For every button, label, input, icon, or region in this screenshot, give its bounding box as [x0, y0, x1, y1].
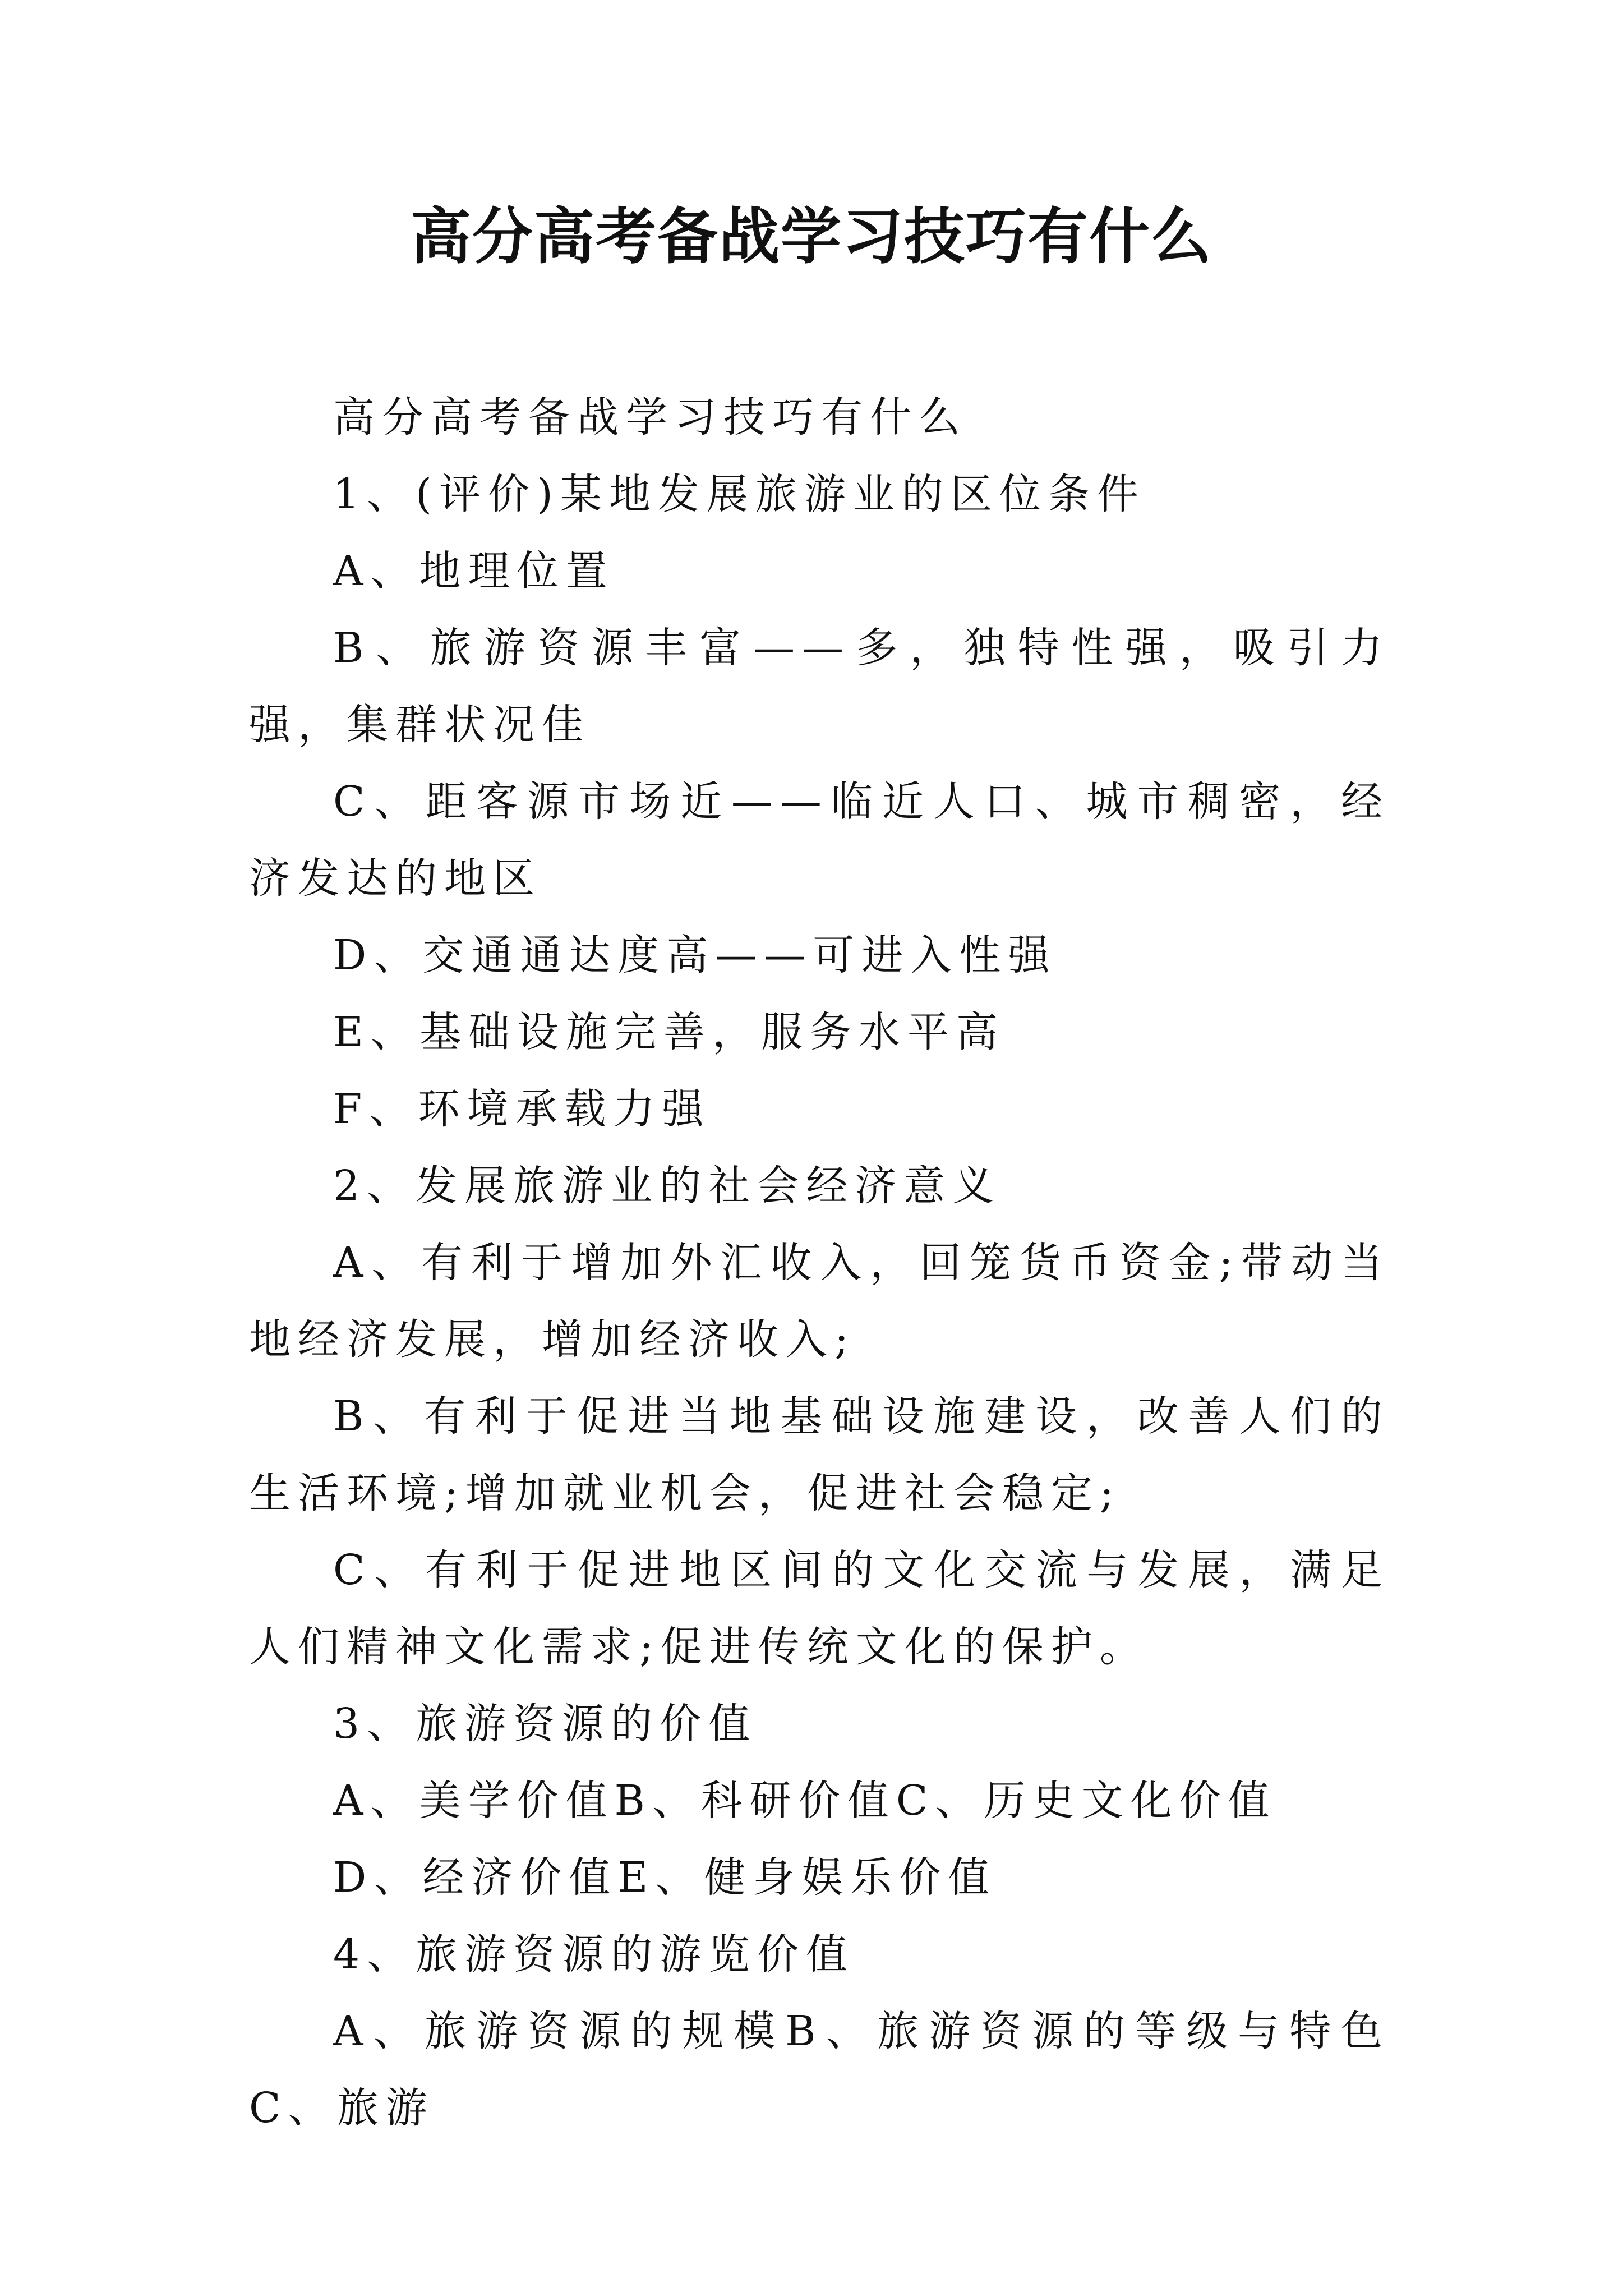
paragraph: B、旅游资源丰富——多，独特性强，吸引力强，集群状况佳	[249, 624, 1390, 749]
paragraph: C、距客源市场近——临近人口、城市稠密，经济发达的地区	[249, 777, 1390, 903]
document-title: 高分高考备战学习技巧有什么	[410, 201, 1212, 272]
paragraph: B、有利于促进当地基础设施建设，改善人们的生活环境;增加就业机会，促进社会稳定;	[249, 1392, 1390, 1517]
paragraph: D、经济价值E、健身娱乐价值	[333, 1853, 997, 1902]
paragraph-heading-3: 3、旅游资源的价值	[333, 1700, 758, 1748]
document-body	[249, 379, 1390, 2147]
paragraph: A、旅游资源的规模B、旅游资源的等级与特色C、旅游	[249, 2007, 1390, 2132]
paragraph: A、有利于增加外汇收入，回笼货币资金;带动当地经济发展，增加经济收入;	[249, 1239, 1390, 1364]
paragraph-heading-4: 4、旅游资源的游览价值	[333, 1930, 855, 1978]
paragraph: D、交通通达度高——可进入性强	[333, 931, 1057, 979]
paragraph: F、环境承载力强	[333, 1085, 711, 1133]
paragraph: C、有利于促进地区间的文化交流与发展，满足人们精神文化需求;促进传统文化的保护。	[249, 1546, 1390, 1671]
paragraph: E、基础设施完善，服务水平高	[333, 1008, 1006, 1056]
paragraph-subtitle: 高分高考备战学习技巧有什么	[333, 393, 967, 441]
paragraph-heading-1: 1、(评价)某地发展旅游业的区位条件	[333, 470, 1146, 518]
paragraph: A、地理位置	[333, 547, 615, 595]
paragraph-heading-2: 2、发展旅游业的社会经济意义	[333, 1162, 1002, 1210]
paragraph: A、美学价值B、科研价值C、历史文化价值	[333, 1777, 1277, 1825]
